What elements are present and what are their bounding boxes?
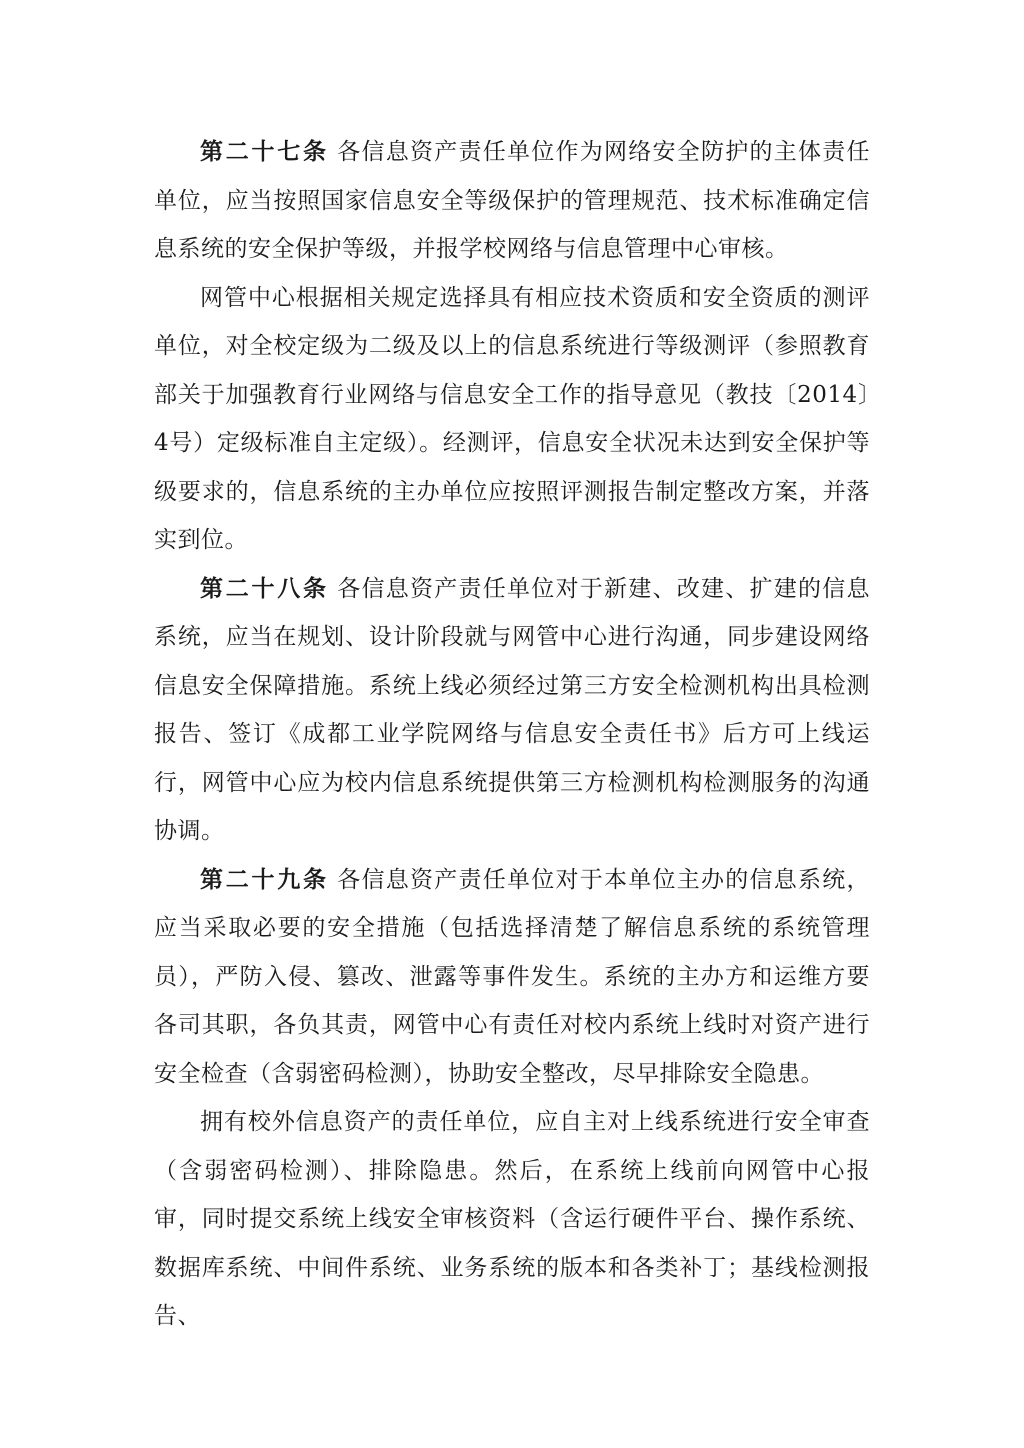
paragraph-text: 拥有校外信息资产的责任单位，应自主对上线系统进行安全审查（含弱密码检测）、排除隐患。然后，在系统上线前向网管中心报审，同时提交系统上线安全审核资料（含运行硬件平台、操作系统、数据库系统、中间件系统、业务系统的版本和各类补丁；基线检测报告、: [154, 1109, 870, 1329]
article-number: 第二十九条: [200, 865, 329, 893]
paragraph-article-29: [154, 856, 870, 1099]
paragraph-text: 各信息资产责任单位对于本单位主办的信息系统，应当采取必要的安全措施（包括选择清楚了解信息系统的系统管理员），严防入侵、篡改、泄露等事件发生。系统的主办方和运维方要各司其职，各负其责，网管中心有责任对校内系统上线时对资产进行安全检查（含弱密码检测），协助安全整改，尽早排除安全隐患。: [154, 866, 871, 1087]
paragraph-article-28: [154, 565, 870, 856]
paragraph-text: 各信息资产责任单位对于新建、改建、扩建的信息系统，应当在规划、设计阶段就与网管中心进行沟通，同步建设网络信息安全保障措施。系统上线必须经过第三方安全检测机构出具检测报告、签订《成都工业学院网络与信息安全责任书》后方可上线运行，网管中心应为校内信息系统提供第三方检测机构检测服务的沟通协调。: [154, 575, 871, 844]
article-number: 第二十七条: [200, 138, 329, 165]
document-page: [154, 128, 870, 1341]
paragraph-text: 各信息资产责任单位作为网络安全防护的主体责任单位，应当按照国家信息安全等级保护的管理规范、技术标准确定信息系统的安全保护等级，并报学校网络与信息管理中心审核。: [154, 139, 871, 262]
paragraph-article-27: [154, 128, 870, 274]
article-number: 第二十八条: [200, 574, 329, 602]
paragraph-evaluation: [154, 274, 870, 565]
paragraph-text: 网管中心根据相关规定选择具有相应技术资质和安全资质的测评单位，对全校定级为二级及以上的信息系统进行等级测评（参照教育部关于加强教育行业网络与信息安全工作的指导意见（教技〔2014〕4号）定级标准自主定级）。经测评，信息安全状况未达到安全保护等级要求的，信息系统的主办单位应按照评测报告制定整改方案，并落实到位。: [154, 284, 870, 553]
paragraph-external-assets: [154, 1098, 870, 1341]
